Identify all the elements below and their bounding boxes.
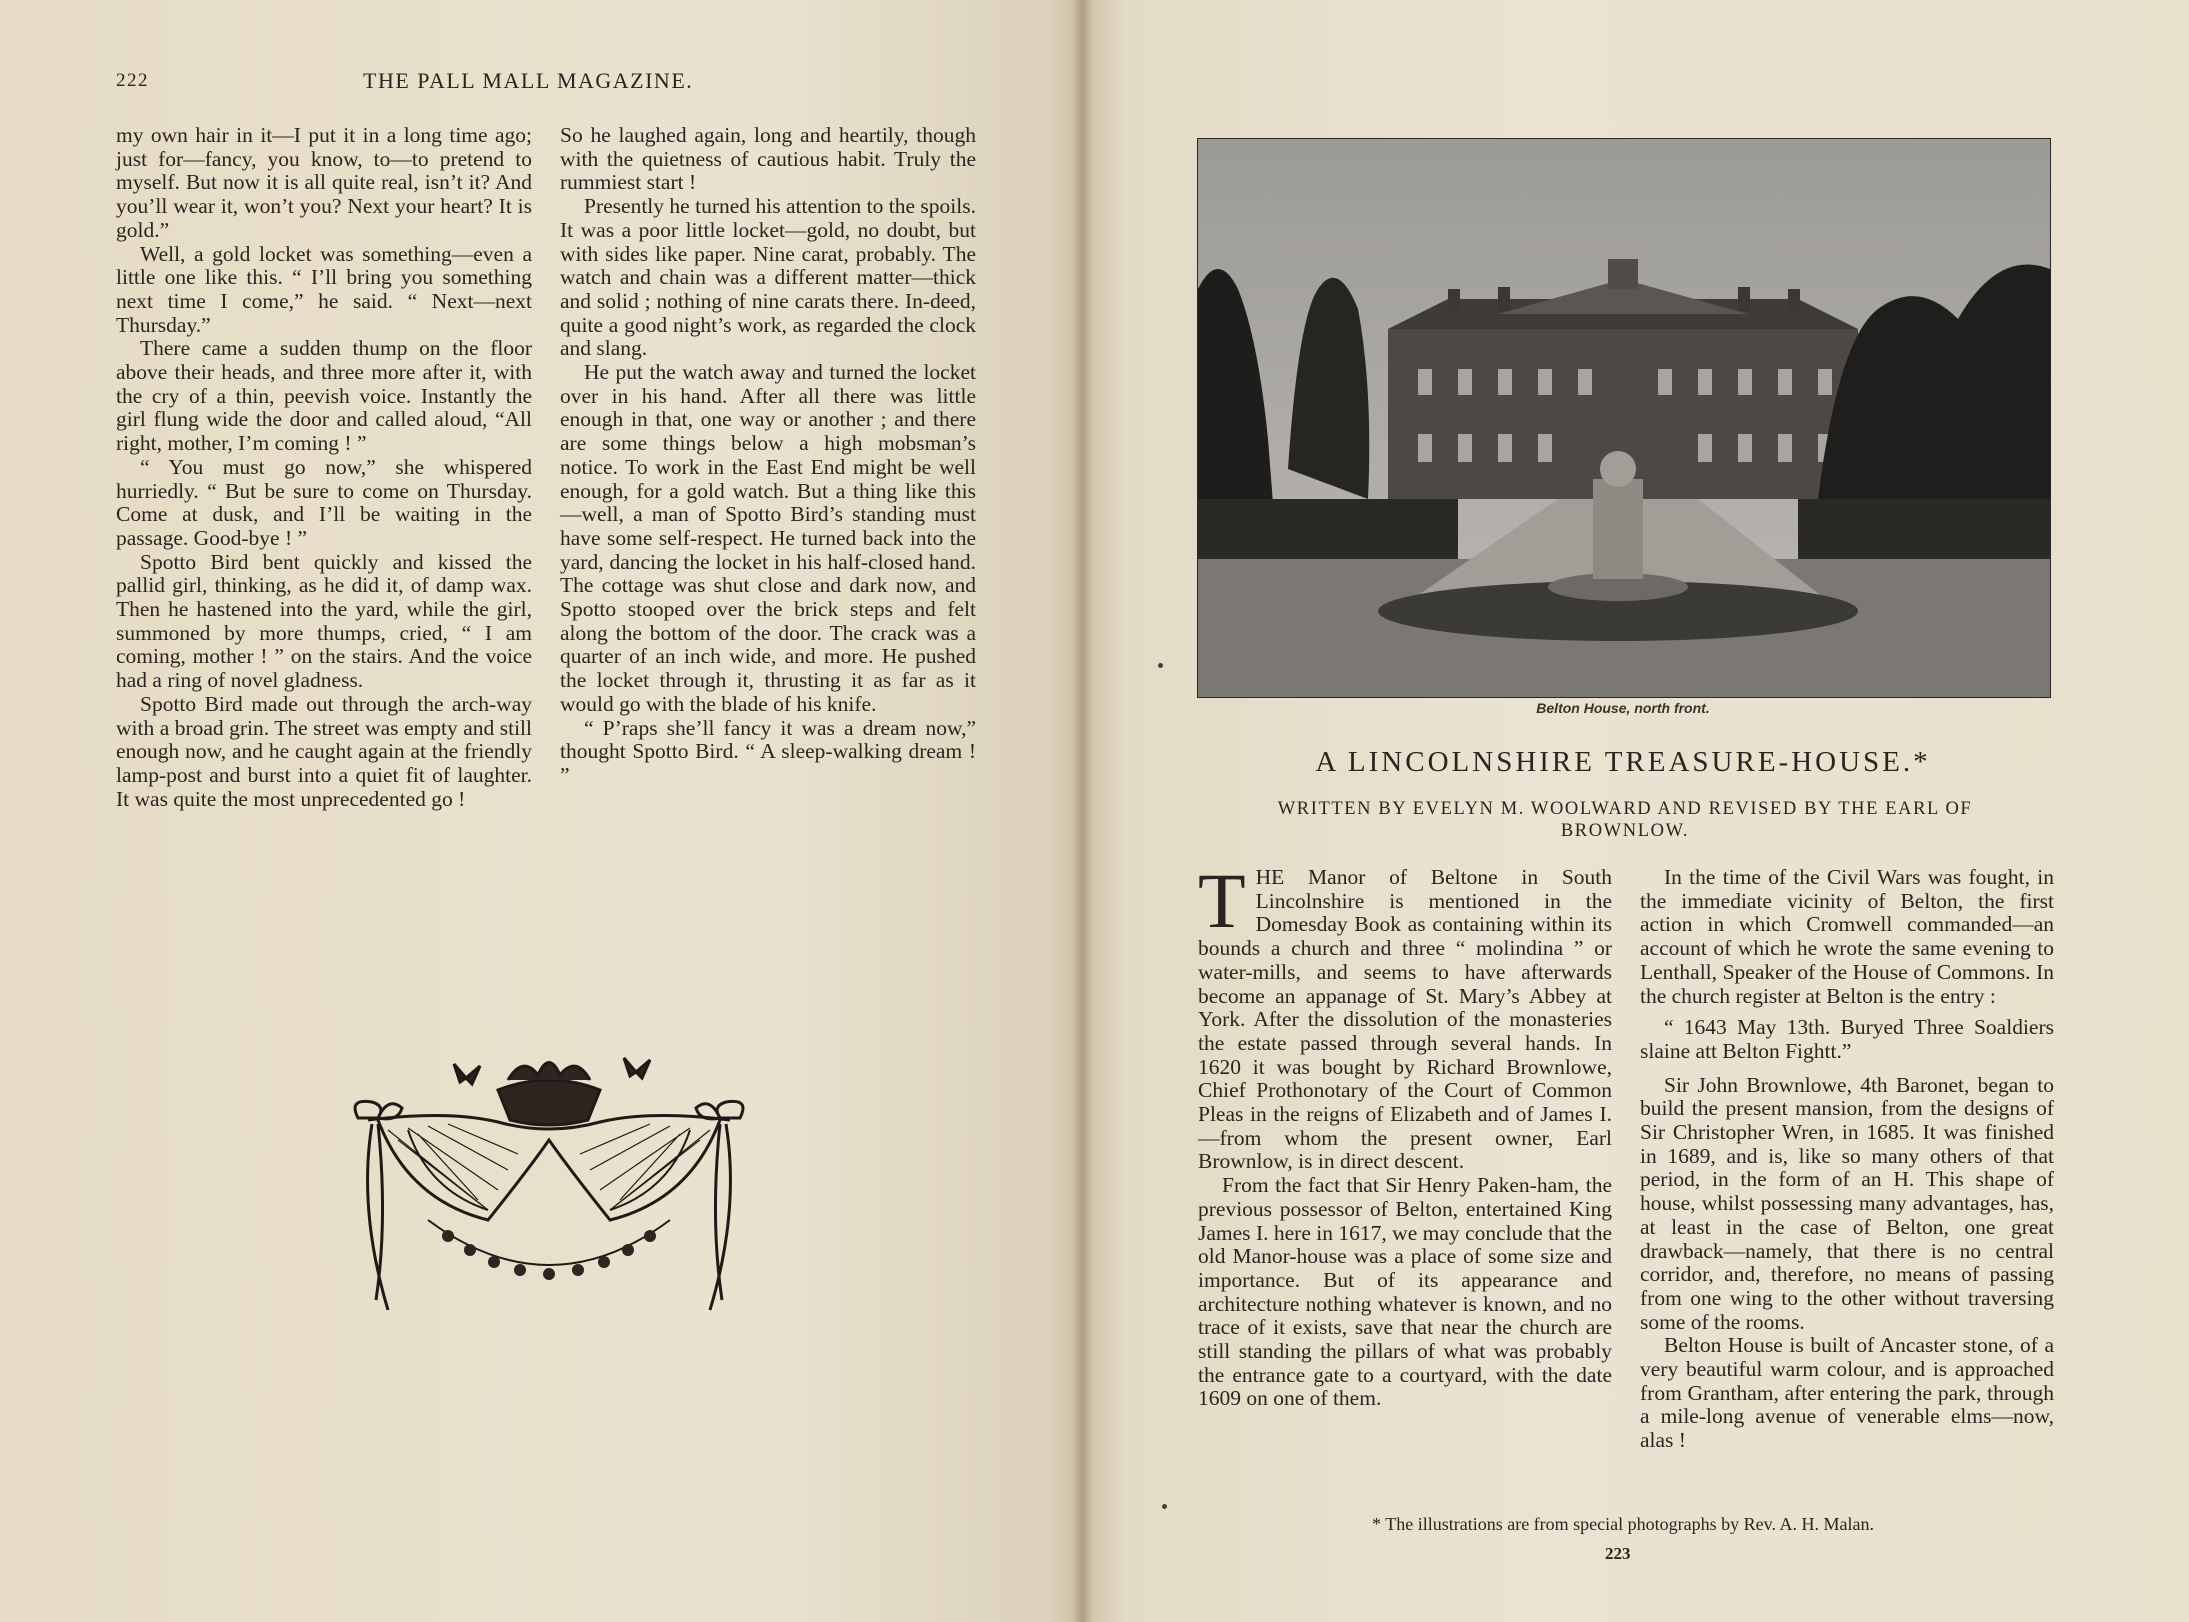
book-gutter <box>1072 0 1094 1622</box>
right-column-2 <box>1640 866 2054 1453</box>
country-house-photograph-icon <box>1197 138 2051 698</box>
paragraph: Sir John Brownlowe, 4th Baronet, began to build the present mansion, from the designs of Sir Christopher Wren, in 1685. It was finished in 1689, and is, like so many others of that period, in the form of an H. This shape of house, whilst possessing many advantages, has, at least in the case of Belton, one great drawback—namely, that there is no central corridor, and, therefore, no means of passing from one wing to the other without traversing some of the rooms. <box>1640 1072 2054 1334</box>
right-column-1 <box>1198 857 1612 1411</box>
paragraph: From the fact that Sir Henry Paken-ham, the previous possessor of Belton, entertained King James I. here in 1617, we may conclude that the old Manor-house was a place of some size and importance. But of its appearance and architecture nothing whatever is known, and no trace of it exists, save that near the church are still standing the pillars of what was probably the entrance gate to a courtyard, with the date 1609 on one of them. <box>1198 1173 1612 1411</box>
paragraph: Spotto Bird made out through the arch-way with a broad grin. The street was empty and still enough now, and he caught again at the friendly lamp-post and burst into a quiet fit of laughter. It was quite the most unprecedented go ! <box>116 691 532 811</box>
paragraph: Well, a gold locket was something—even a little one like this. “ I’ll bring you something next time I come,” he said. “ Next—next Thursday.” <box>116 241 532 337</box>
register-quote: “ 1643 May 13th. Buryed Three Soaldiers slaine att Belton Fightt.” <box>1640 1015 2054 1063</box>
left-page-number: 222 <box>116 70 149 91</box>
running-head-title: THE PALL MALL MAGAZINE. <box>363 68 694 93</box>
paragraph: So he laughed again, long and heartily, though with the quietness of cautious habit. Truly the rummiest start ! <box>560 123 976 195</box>
paper-speck <box>1158 663 1163 668</box>
drop-cap: T <box>1198 857 1246 944</box>
paragraph: my own hair in it—I put it in a long time ago; just for—fancy, you know, to—to pretend to myself. But now it is all quite real, isn’t it? And you’ll wear it, won’t you? Next your heart? It is gold.” <box>116 123 532 242</box>
running-head <box>116 68 986 98</box>
byline: WRITTEN BY EVELYN M. WOOLWARD AND REVISED BY THE EARL OF BROWNLOW. <box>1277 799 1973 841</box>
paragraph: “ P’raps she’ll fancy it was a dream now,” thought Spotto Bird. “ A sleep-walking dream ! ” <box>560 715 976 787</box>
opening-paragraph <box>1198 857 1612 1174</box>
photo-caption: Belton House, north front. <box>1536 700 1710 716</box>
left-column-1 <box>116 124 532 811</box>
footnote: * The illustrations are from special photographs by Rev. A. H. Malan. <box>1372 1514 1874 1534</box>
left-column-2 <box>560 124 976 788</box>
paper-speck <box>1162 1504 1167 1509</box>
right-page-number: 223 <box>1605 1544 1631 1563</box>
paragraph-text: HE Manor of Beltone in South Lincolnshire is mentioned in the Domesday Book as containing within its bounds a church and three “ molindina ” or water-mills, and seems to have afterwards become an appanage of St. Mary’s Abbey at York. After the dissolution of the monasteries the estate passed through several hands. In 1620 it was bought by Richard Brownlowe, Chief Prothonotary of the Court of Common Pleas in the reigns of Elizabeth and of James I.—from whom the present owner, Earl Brownlow, is in direct descent. <box>1198 865 1612 1174</box>
paragraph: Belton House is built of Ancaster stone, of a very beautiful warm colour, and is approached from Grantham, after entering the park, through a mile-long avenue of venerable elms—now, alas ! <box>1640 1333 2054 1453</box>
paragraph: “ You must go now,” she whispered hurriedly. “ But be sure to come on Thursday. Come at dusk, and I’ll be waiting in the passage. Good-bye ! ” <box>116 454 532 550</box>
basket-drapery-ornament-icon <box>348 1050 750 1326</box>
paragraph: Presently he turned his attention to the spoils. It was a poor little locket—gold, no doubt, but with sides like paper. Nine carat, probably. The watch and chain was a different matter—thick and solid ; nothing of nine carats there. In-deed, quite a good night’s work, as regarded the clock and slang. <box>560 194 976 361</box>
article-title: A LINCOLNSHIRE TREASURE-HOUSE.* <box>1315 746 1931 778</box>
paragraph: In the time of the Civil Wars was fought, in the immediate vicinity of Belton, the first action in which Cromwell commanded—an account of which he wrote the same evening to Lenthall, Speaker of the House of Commons. In the church register at Belton is the entry : <box>1640 865 2054 1008</box>
paragraph: There came a sudden thump on the floor above their heads, and three more after it, with the cry of a thin, peevish voice. Instantly the girl flung wide the door and called aloud, “All right, mother, I’m coming ! ” <box>116 336 532 456</box>
paragraph: He put the watch away and turned the locket over in his hand. After all there was little enough in that, one way or another ; and there are some things below a high mobsman’s notice. To work in the East End might be well enough, for a gold watch. But a thing like this—well, a man of Spotto Bird’s standing must have some self-respect. He turned back into the yard, dancing the locket in his half-closed hand. The cottage was shut close and dark now, and Spotto stooped over the brick steps and felt along the bottom of the door. The crack was a quarter of an inch wide, and more. He pushed the locket through it, thrusting it as far as it would go with the blade of his knife. <box>560 360 976 716</box>
paragraph: Spotto Bird bent quickly and kissed the pallid girl, thinking, as he did it, of damp wax. Then he hastened into the yard, while the girl, summoned by more thumps, cried, “ I am coming, mother ! ” on the stairs. And the voice had a ring of novel gladness. <box>116 549 532 693</box>
